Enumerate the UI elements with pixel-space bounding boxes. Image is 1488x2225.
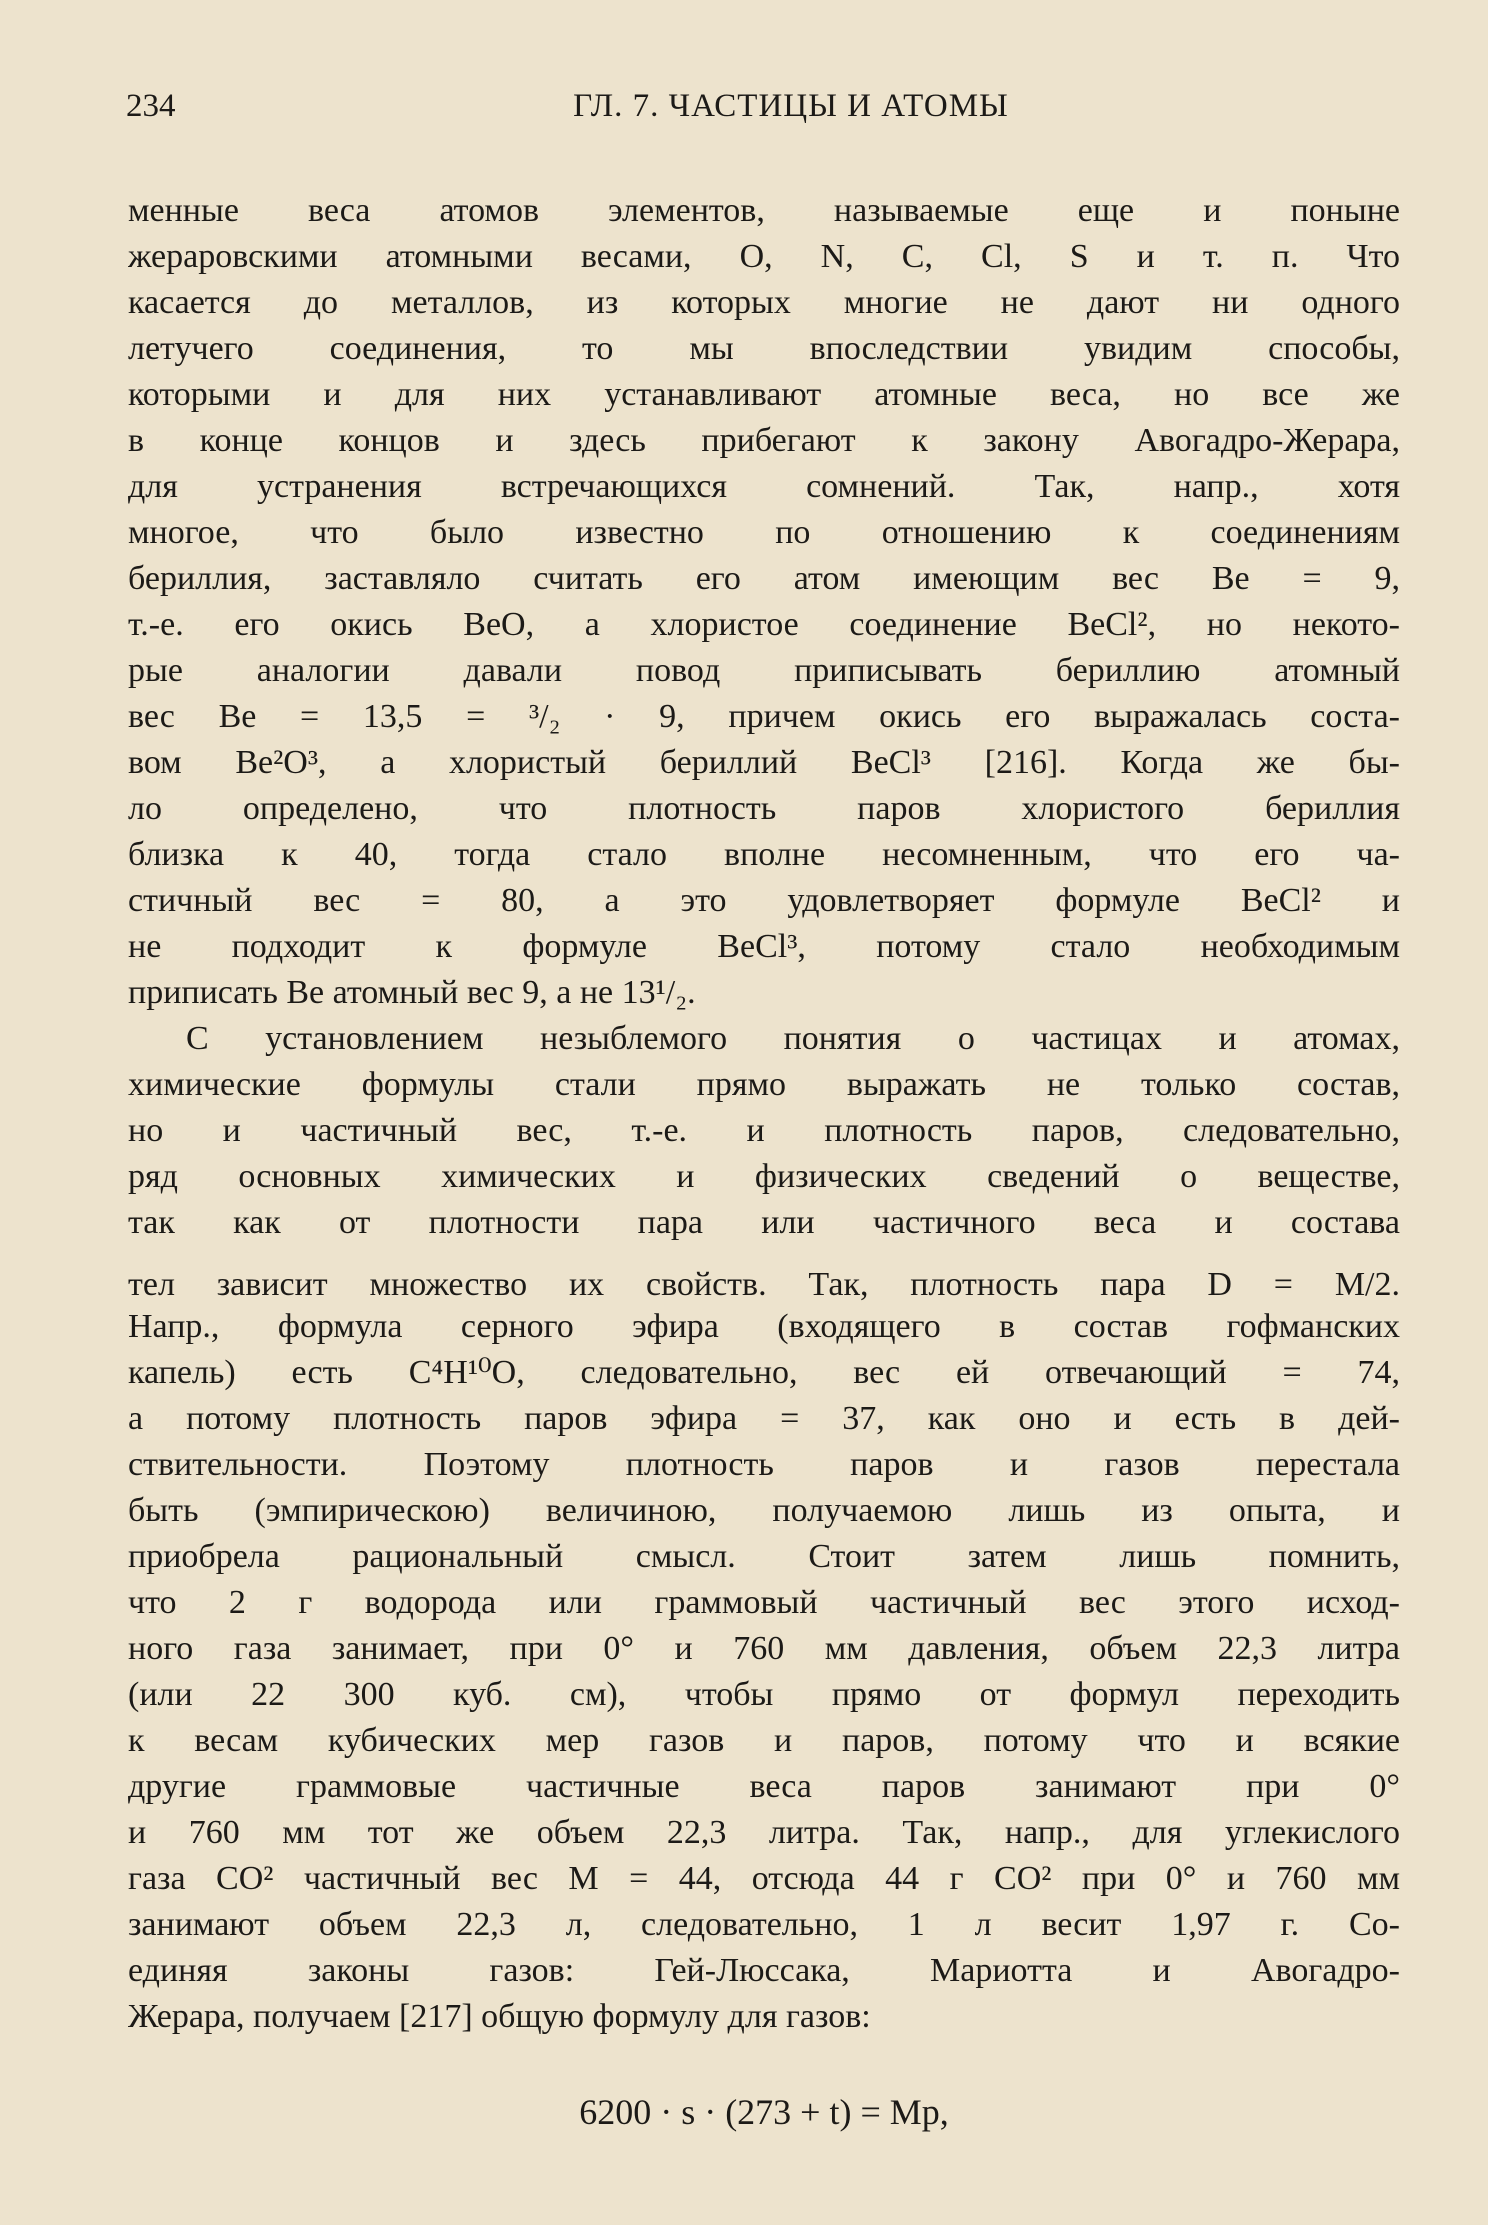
text-line: так как от плотности пара или частичного веса и состава [128,1204,1400,1241]
text-line: и 760 мм тот же объем 22,3 литра. Так, напр., для углекислого [128,1814,1400,1851]
text-line: жераровскими атомными весами, O, N, C, Cl, S и т. п. Что [128,238,1400,275]
text-line: т.-е. его окись BeO, а хлористое соединение BeCl², но некото- [128,606,1400,643]
text-line: ствительности. Поэтому плотность паров и газов перестала [128,1446,1400,1483]
gas-formula: 6200 · s · (273 + t) = Mp, [579,2092,949,2132]
page-header [126,88,1406,138]
text-line: не подходит к формуле BeCl³, потому стало необходимым [128,928,1400,965]
running-head: ГЛ. 7. ЧАСТИЦЫ И АТОМЫ [573,88,1009,124]
text-line: стичный вес = 80, а это удовлетворяет формуле BeCl² и [128,882,1400,919]
paragraph-1 [128,188,1400,1016]
text-line: многое, что было известно по отношению к соединениям [128,514,1400,551]
text-line: химические формулы стали прямо выражать не только состав, [128,1066,1400,1103]
text-line: что 2 г водорода или граммовый частичный вес этого исход- [128,1584,1400,1621]
text-line: занимают объем 22,3 л, следовательно, 1 л весит 1,97 г. Со- [128,1906,1400,1943]
text-line: которыми и для них устанавливают атомные веса, но все же [128,376,1400,413]
text-line: Жерара, получаем [217] общую формулу для газов: [128,1998,871,2035]
text-line: к весам кубических мер газов и паров, потому что и всякие [128,1722,1400,1759]
text-line: приписать Be атомный вес 9, а не 13¹/₂. [128,974,696,1011]
text-line: Напр., формула серного эфира (входящего в состав гофманских [128,1308,1400,1345]
text-line: летучего соединения, то мы впоследствии увидим способы, [128,330,1400,367]
text-line: в конце концов и здесь прибегают к закону Авогадро-Жерара, [128,422,1400,459]
text-line: но и частичный вес, т.-е. и плотность паров, следовательно, [128,1112,1400,1149]
page-number: 234 [126,88,176,124]
text-line: ряд основных химических и физических сведений о веществе, [128,1158,1400,1195]
text-line: а потому плотность паров эфира = 37, как оно и есть в дей- [128,1400,1400,1437]
text-line: тел зависит множество их свойств. Так, плотность пара D = M/2. [128,1266,1400,1303]
text-line: для устранения встречающихся сомнений. Так, напр., хотя [128,468,1400,505]
text-line: ло определено, что плотность паров хлористого бериллия [128,790,1400,827]
text-line: бериллия, заставляло считать его атом имеющим вес Be = 9, [128,560,1400,597]
page-body [128,188,1400,2140]
text-line: менные веса атомов элементов, называемые еще и поныне [128,192,1400,229]
text-line: рые аналогии давали повод приписывать бериллию атомный [128,652,1400,689]
text-line: другие граммовые частичные веса паров занимают при 0° [128,1768,1400,1805]
text-line: капель) есть C⁴H¹⁰O, следовательно, вес ей отвечающий = 74, [128,1354,1400,1391]
text-line: С установлением незыблемого понятия о частицах и атомах, [186,1020,1400,1057]
text-line: ного газа занимает, при 0° и 760 мм давления, объем 22,3 литра [128,1630,1400,1667]
text-line: газа CO² частичный вес M = 44, отсюда 44 г CO² при 0° и 760 мм [128,1860,1400,1897]
text-line: приобрела рациональный смысл. Стоит затем лишь помнить, [128,1538,1400,1575]
text-line: быть (эмпирическою) величиною, получаемою лишь из опыта, и [128,1492,1400,1529]
text-line: (или 22 300 куб. см), чтобы прямо от формул переходить [128,1676,1400,1713]
text-line: вом Be²O³, а хлористый бериллий BeCl³ [216]. Когда же бы- [128,744,1400,781]
text-line: вес Be = 13,5 = ³/₂ · 9, причем окись его выражалась соста- [128,698,1400,735]
text-line: единяя законы газов: Гей-Люссака, Мариотта и Авогадро- [128,1952,1400,1989]
text-line: близка к 40, тогда стало вполне несомненным, что его ча- [128,836,1400,873]
text-line: касается до металлов, из которых многие не дают ни одного [128,284,1400,321]
paragraph-2 [128,1016,1400,2040]
